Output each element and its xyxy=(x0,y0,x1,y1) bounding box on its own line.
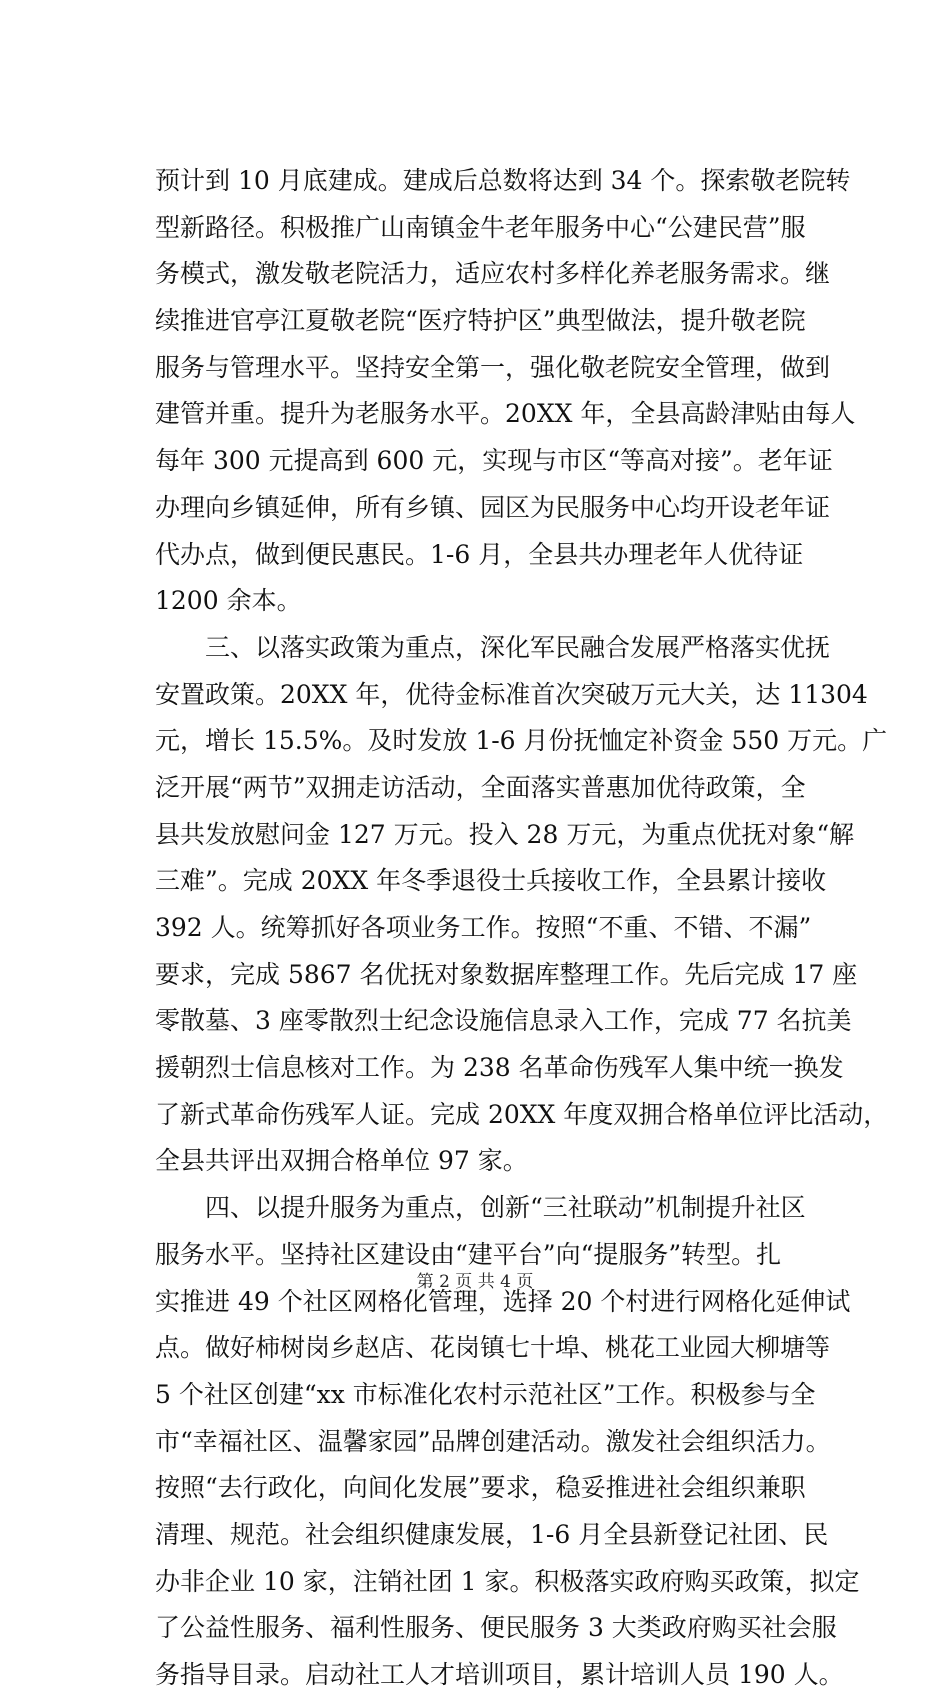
text-line: 市“幸福社区、温馨家园”品牌创建活动。激发社会组织活力。 xyxy=(155,1426,831,1456)
text-line: 服务与管理水平。坚持安全第一，强化敬老院安全管理，做到 xyxy=(155,352,831,382)
text-line: 零散墓、3 座零散烈士纪念设施信息录入工作，完成 77 名抗美 xyxy=(155,1006,852,1036)
text-line: 按照“去行政化，向间化发展”要求，稳妥推进社会组织兼职 xyxy=(155,1473,806,1503)
text-line: 全县共评出双拥合格单位 97 家。 xyxy=(155,1146,528,1176)
text-line: 预计到 10 月底建成。建成后总数将达到 34 个。探索敬老院转 xyxy=(155,166,851,195)
text-line: 办理向乡镇延伸，所有乡镇、园区为民服务中心均开设老年证 xyxy=(155,492,831,522)
text-line: 每年 300 元提高到 600 元，实现与市区“等高对接”。老年证 xyxy=(155,446,833,476)
text-line: 办非企业 10 家，注销社团 1 家。积极落实政府购买政策，拟定 xyxy=(155,1566,860,1596)
text-line: 元，增长 15.5%。及时发放 1-6 月份抚恤定补资金 550 万元。广 xyxy=(155,726,888,756)
text-line: 援朝烈士信息核对工作。为 238 名革命伤残军人集中统一换发 xyxy=(155,1053,844,1083)
text-line: 型新路径。积极推广山南镇金牛老年服务中心“公建民营”服 xyxy=(155,212,806,242)
text-line: 点。做好柿树岗乡赵店、花岗镇七十埠、桃花工业园大柳塘等 xyxy=(155,1333,831,1363)
text-line: 安置政策。20XX 年，优待金标准首次突破万元大关，达 11304 xyxy=(155,679,868,709)
text-line: 三难”。完成 20XX 年冬季退役士兵接收工作，全县累计接收 xyxy=(155,866,827,896)
document-body xyxy=(155,158,889,1699)
text-line: 了公益性服务、福利性服务、便民服务 3 大类政府购买社会服 xyxy=(155,1613,837,1643)
text-line: 1200 余本。 xyxy=(155,586,302,616)
text-line: 续推进官亭江夏敬老院“医疗特护区”典型做法，提升敬老院 xyxy=(155,306,806,336)
text-line: 了新式革命伤残军人证。完成 20XX 年度双拥合格单位评比活动， xyxy=(155,1099,889,1129)
text-line: 代办点，做到便民惠民。1-6 月，全县共办理老年人优待证 xyxy=(155,539,804,569)
text-line: 泛开展“两节”双拥走访活动，全面落实普惠加优待政策，全 xyxy=(155,772,806,802)
text-line: 务指导目录。启动社工人才培训项目，累计培训人员 190 人。 xyxy=(155,1660,844,1689)
section-three-heading-line: 三、以落实政策为重点，深化军民融合发展严格落实优抚 xyxy=(155,632,831,662)
text-line: 务模式，激发敬老院活力，适应农村多样化养老服务需求。继 xyxy=(155,259,831,289)
section-four-heading-line: 四、以提升服务为重点，创新“三社联动”机制提升社区 xyxy=(155,1193,806,1223)
text-line: 县共发放慰问金 127 万元。投入 28 万元，为重点优抚对象“解 xyxy=(155,819,855,849)
text-line: 实推进 49 个社区网格化管理，选择 20 个村进行网格化延伸试 xyxy=(155,1286,851,1316)
text-line: 建管并重。提升为老服务水平。20XX 年，全县高龄津贴由每人 xyxy=(155,399,856,429)
text-line: 服务水平。坚持社区建设由“建平台”向“提服务”转型。扎 xyxy=(155,1239,782,1269)
text-line: 清理、规范。社会组织健康发展，1-6 月全县新登记社团、民 xyxy=(155,1519,829,1549)
page-number-footer: 第 2 页 共 4 页 xyxy=(416,1272,534,1292)
text-line: 要求，完成 5867 名优抚对象数据库整理工作。先后完成 17 座 xyxy=(155,959,858,989)
text-line: 5 个社区创建“xx 市标准化农村示范社区”工作。积极参与全 xyxy=(155,1379,816,1409)
text-line: 392 人。统筹抓好各项业务工作。按照“不重、不错、不漏” xyxy=(155,913,812,942)
